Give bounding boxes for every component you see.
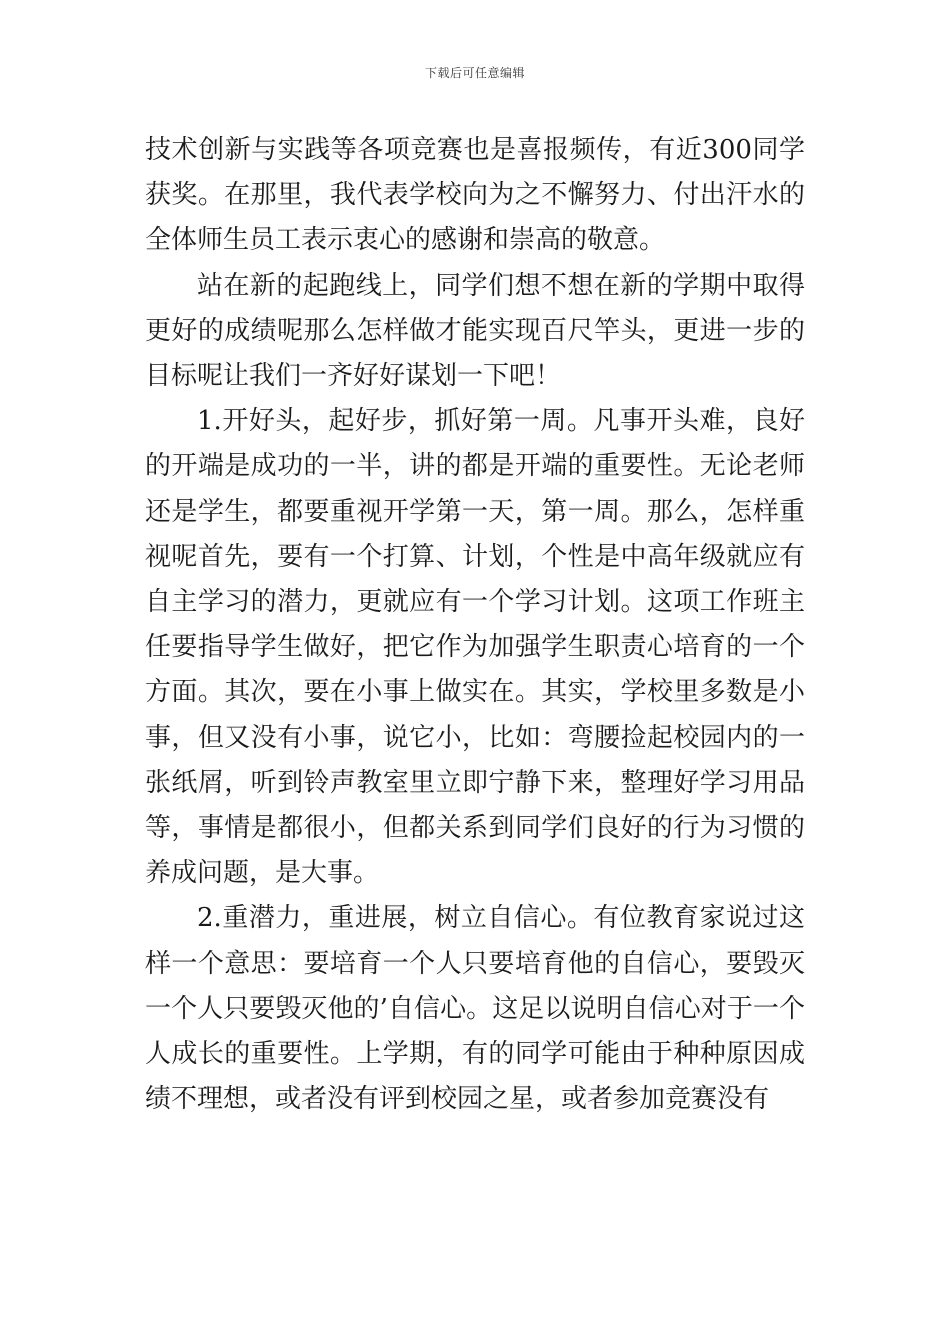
paragraph-4: 2.重潜力，重进展，树立自信心。有位教育家说过这样一个意思：要培育一个人只要培育他的自信心，要毁灭一个人只要毁灭他的’自信心。这足以说明自信心对于一个人成长的重要性。上学期，有的同学可能由于种种原因成绩不理想，或者没有评到校园之星，或者参加竞赛没有	[145, 903, 805, 1115]
paragraph-2: 站在新的起跑线上，同学们想不想在新的学期中取得更好的成绩呢那么怎样做才能实现百尺竿头，更进一步的目标呢让我们一齐好好谋划一下吧！	[145, 270, 805, 392]
document-body	[145, 128, 805, 1122]
page-header: 下载后可任意编辑	[424, 66, 525, 80]
paragraph-3: 1.开好头，起好步，抓好第一周。凡事开头难，良好的开端是成功的一半，讲的都是开端的重要性。无论老师还是学生，都要重视开学第一天，第一周。那么，怎样重视呢首先，要有一个打算、计划，个性是中高年级就应有自主学习的潜力，更就应有一个学习计划。这项工作班主任要指导学生做好，把它作为加强学生职责心培育的一个方面。其次，要在小事上做实在。其实，学校里多数是小事，但又没有小事，说它小，比如：弯腰捡起校园内的一张纸屑，听到铃声教室里立即宁静下来，整理好学习用品等，事情是都很小，但都关系到同学们良好的行为习惯的养成问题，是大事。	[145, 406, 805, 889]
paragraph-1: 技术创新与实践等各项竞赛也是喜报频传，有近300同学获奖。在那里，我代表学校向为之不懈努力、付出汗水的全体师生员工表示衷心的感谢和崇高的敬意。	[145, 135, 805, 256]
